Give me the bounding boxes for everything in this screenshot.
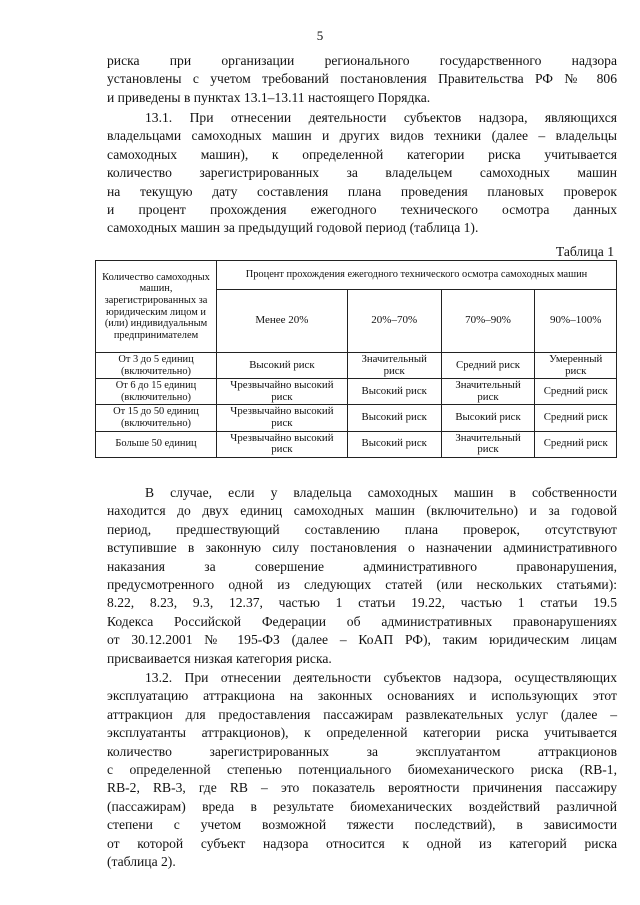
risk-cell: Умеренный риск: [535, 353, 617, 379]
text-line: и приведены в пунктах 13.1–13.11 настоящего Порядка.: [107, 89, 431, 105]
text-line: самоходных машин за предыдущий годовой период (таблица 1).: [107, 220, 479, 236]
text-line: RB-2, RB-3, где RB – это показатель вероятности причинения пассажиру: [107, 780, 617, 796]
text-line: находится до двух единиц самоходных машин (включительно) и за годовой: [107, 503, 617, 519]
text-line: на текущую дату составления плана проведения плановых проверок: [107, 183, 617, 199]
text-line: В случае, если у владельца самоходных машин в собственности: [145, 485, 617, 500]
text-line: и процент прохождения ежегодного технического осмотра данных: [107, 202, 617, 218]
intro-paragraph: [107, 52, 617, 107]
risk-cell: Средний риск: [535, 405, 617, 431]
column-header: Менее 20%: [217, 290, 348, 353]
table-left-header: Количество самоходных машин, зарегистрированных за юридическим лицом и (или) индивидуальным предпринимателем: [96, 261, 217, 353]
text-line: предусмотренного одной из следующих статей (или нескольких статьями):: [107, 577, 617, 593]
text-line: эксплуатацию аттракциона на законных основаниях и использующих этот: [107, 688, 617, 704]
table-caption: Таблица 1: [555, 244, 614, 259]
column-header: 90%–100%: [535, 290, 617, 353]
text-line: наказания за совершение административного правонарушения,: [107, 558, 617, 574]
risk-cell: Чрезвычайно высокий риск: [217, 405, 348, 431]
paragraph-13-2: [107, 669, 617, 871]
table-row: [96, 431, 617, 457]
risk-cell: Высокий риск: [347, 431, 441, 457]
text-line: аттракцион для предоставления пассажирам развлекательных услуг (далее –: [107, 706, 617, 722]
risk-cell: Высокий риск: [347, 405, 441, 431]
risk-cell: Значительный риск: [441, 379, 535, 405]
column-header: 20%–70%: [347, 290, 441, 353]
row-label: От 15 до 50 единиц (включительно): [96, 405, 217, 431]
risk-cell: Чрезвычайно высокий риск: [217, 431, 348, 457]
text-line: от которой субъект надзора относится к одной из категорий риска: [107, 835, 617, 851]
risk-cell: Значительный риск: [441, 431, 535, 457]
row-label: От 3 до 5 единиц (включительно): [96, 353, 217, 379]
text-line: степени с учетом возможной тяжести последствий), в зависимости: [107, 817, 617, 833]
text-line: установлены с учетом требований постановления Правительства РФ № 806: [107, 71, 617, 87]
risk-cell: Чрезвычайно высокий риск: [217, 379, 348, 405]
page-number: 5: [316, 28, 324, 43]
text-line: вступившие в законную силу постановления о назначении административного: [107, 540, 617, 556]
risk-cell: Средний риск: [441, 353, 535, 379]
text-line: 13.2. При отнесении деятельности субъектов надзора, осуществляющих: [145, 670, 617, 685]
text-line: Кодекса Российской Федерации об административных правонарушениях: [107, 613, 617, 629]
risk-table: [95, 260, 617, 458]
text-line: риска при организации регионального государственного надзора: [107, 53, 617, 68]
row-label: От 6 до 15 единиц (включительно): [96, 379, 217, 405]
column-header: 70%–90%: [441, 290, 535, 353]
text-line: присваивается низкая категория риска.: [107, 650, 332, 666]
text-line: 8.22, 8.23, 9.3, 12.37, частью 1 статьи 19.22, частью 1 статьи 19.5: [107, 595, 617, 611]
table-row: [96, 353, 617, 379]
text-line: 13.1. При отнесении деятельности субъектов надзора, являющихся: [145, 110, 617, 125]
paragraph-case: [107, 484, 617, 668]
risk-cell: Высокий риск: [347, 379, 441, 405]
text-line: количество зарегистрированных за владельцем самоходных машин: [107, 165, 617, 181]
risk-cell: Средний риск: [535, 379, 617, 405]
text-line: количество зарегистрированных за эксплуатантом аттракционов: [107, 743, 617, 759]
text-line: (таблица 2).: [107, 854, 176, 870]
text-line: (пассажирам) вреда в результате биомеханических воздействий различной: [107, 798, 617, 814]
row-label: Больше 50 единиц: [96, 431, 217, 457]
text-line: с определенной степенью потенциального биомеханического риска (RB-1,: [107, 762, 617, 778]
text-line: эксплуатанты аттракционов), к определенной категории риска учитывается: [107, 725, 617, 741]
table-row: [96, 405, 617, 431]
text-line: самоходных машин), к определенной категории риска учитывается: [107, 146, 617, 162]
risk-cell: Значительный риск: [347, 353, 441, 379]
risk-cell: Средний риск: [535, 431, 617, 457]
paragraph-13-1: [107, 109, 617, 238]
table-main-header: Процент прохождения ежегодного технического осмотра самоходных машин: [217, 261, 617, 290]
text-line: период, предшествующий составлению плана проверок, отсутствуют: [107, 521, 617, 537]
text-line: владельцами самоходных машин и других видов техники (далее – владельцы: [107, 128, 617, 144]
risk-cell: Высокий риск: [441, 405, 535, 431]
risk-cell: Высокий риск: [217, 353, 348, 379]
table-row: [96, 379, 617, 405]
text-line: от 30.12.2001 № 195-ФЗ (далее – КоАП РФ), таким юридическим лицам: [107, 632, 617, 648]
